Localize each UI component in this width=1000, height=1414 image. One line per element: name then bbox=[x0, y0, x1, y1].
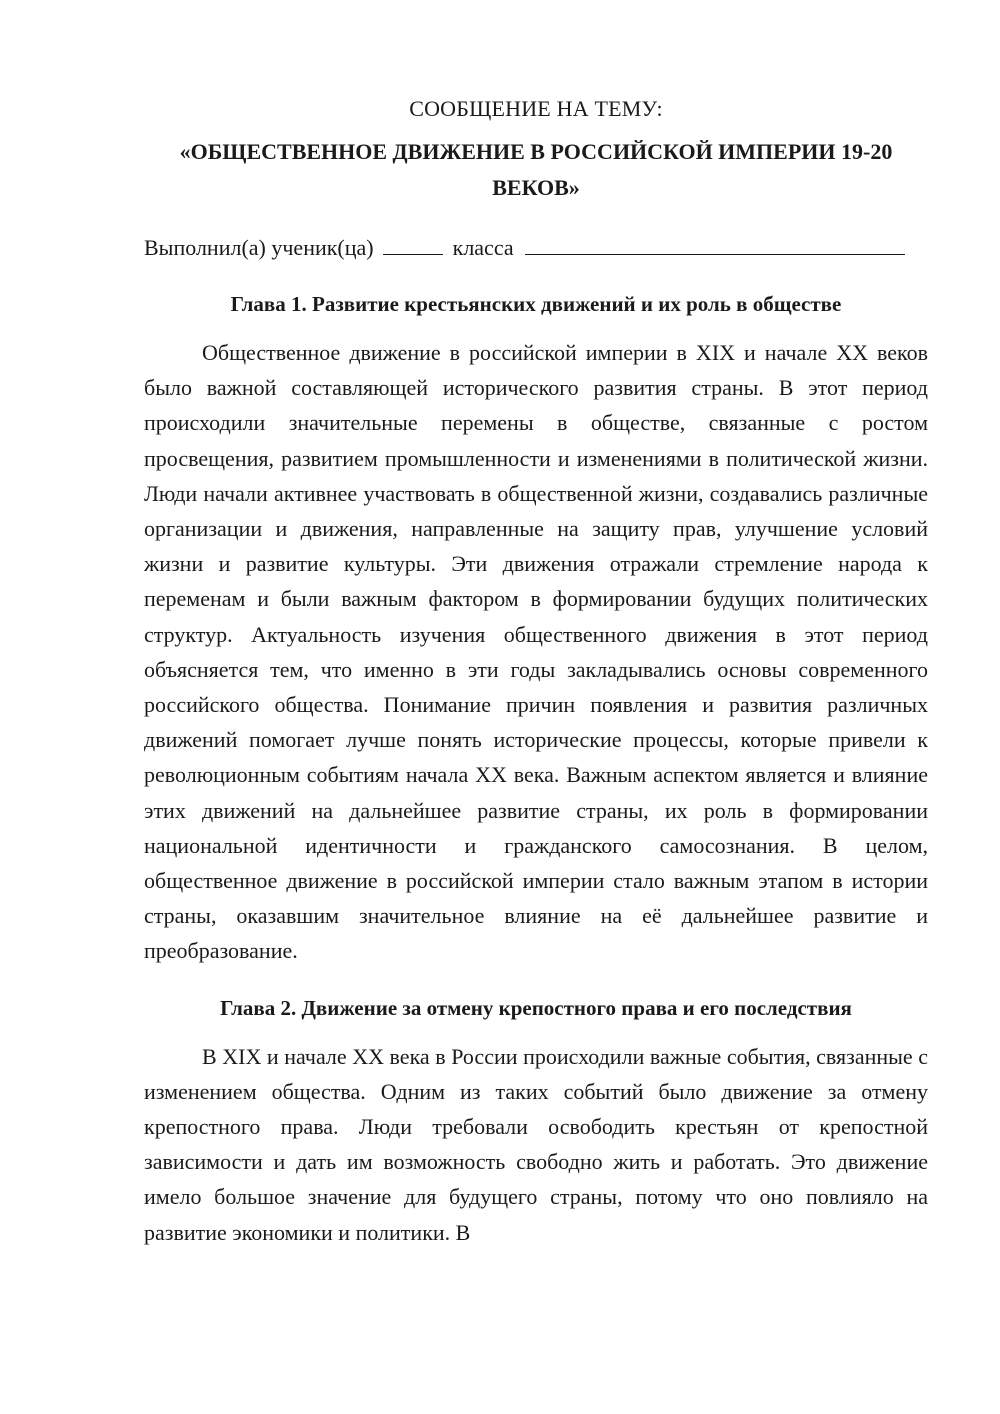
chapter-2-text: В XIX и начале XX века в России происходили важные события, связанные с изменением общества. Одним из таких событий было движение за отмену крепостного права. Люди требовали освободить крестьян от крепостной зависимости и дать им возможность свободно жить и работать. Это движение имело большое значение для будущего страны, потому что оно повлияло на развитие экономики и политики. В bbox=[144, 1043, 928, 1245]
chapter-1-text: Общественное движение в российской империи в XIX и начале XX веков было важной составляющей исторического развития страны. В этот период происходили значительные перемены в обществе, связанные с ростом просвещения, развитием промышленности и изменениями в политической жизни. Люди начали активнее участвовать в общественной жизни, создавались различные организации и движения, направленные на защиту прав, улучшение условий жизни и развитие культуры. Эти движения отражали стремление народа к переменам и были важным фактором в формировании будущих политических структур. Актуальность изучения общественного движения в этот период объясняется тем, что именно в эти годы закладывались основы современного российского общества. Понимание причин появления и развития различных движений помогает лучше понять исторические процессы, которые привели к революционным событиям начала XX века. Важным аспектом является и влияние этих движений на дальнейшее развитие страны, их роль в формировании национальной идентичности и гражданского самосознания. В целом, общественное движение в российской империи стало важным этапом в истории страны, оказавшим значительное влияние на её дальнейшее развитие и преобразование. bbox=[144, 340, 928, 964]
chapter-2-heading: Глава 2. Движение за отмену крепостного права и его последствия bbox=[220, 995, 852, 1020]
chapter-1-heading: Глава 1. Развитие крестьянских движений и их роль в обществе bbox=[230, 292, 842, 316]
class-label: класса bbox=[452, 235, 514, 260]
document-title: «ОБЩЕСТВЕННОЕ ДВИЖЕНИЕ В РОССИЙСКОЙ ИМПЕРИИ 19-20 ВЕКОВ» bbox=[179, 139, 893, 200]
name-blank bbox=[525, 230, 905, 255]
student-label: Выполнил(а) ученик(ца) bbox=[144, 235, 374, 260]
class-blank bbox=[383, 230, 443, 255]
document-page bbox=[144, 92, 928, 1250]
document-header: СООБЩЕНИЕ НА ТЕМУ: bbox=[409, 96, 663, 121]
author-line bbox=[144, 230, 928, 265]
